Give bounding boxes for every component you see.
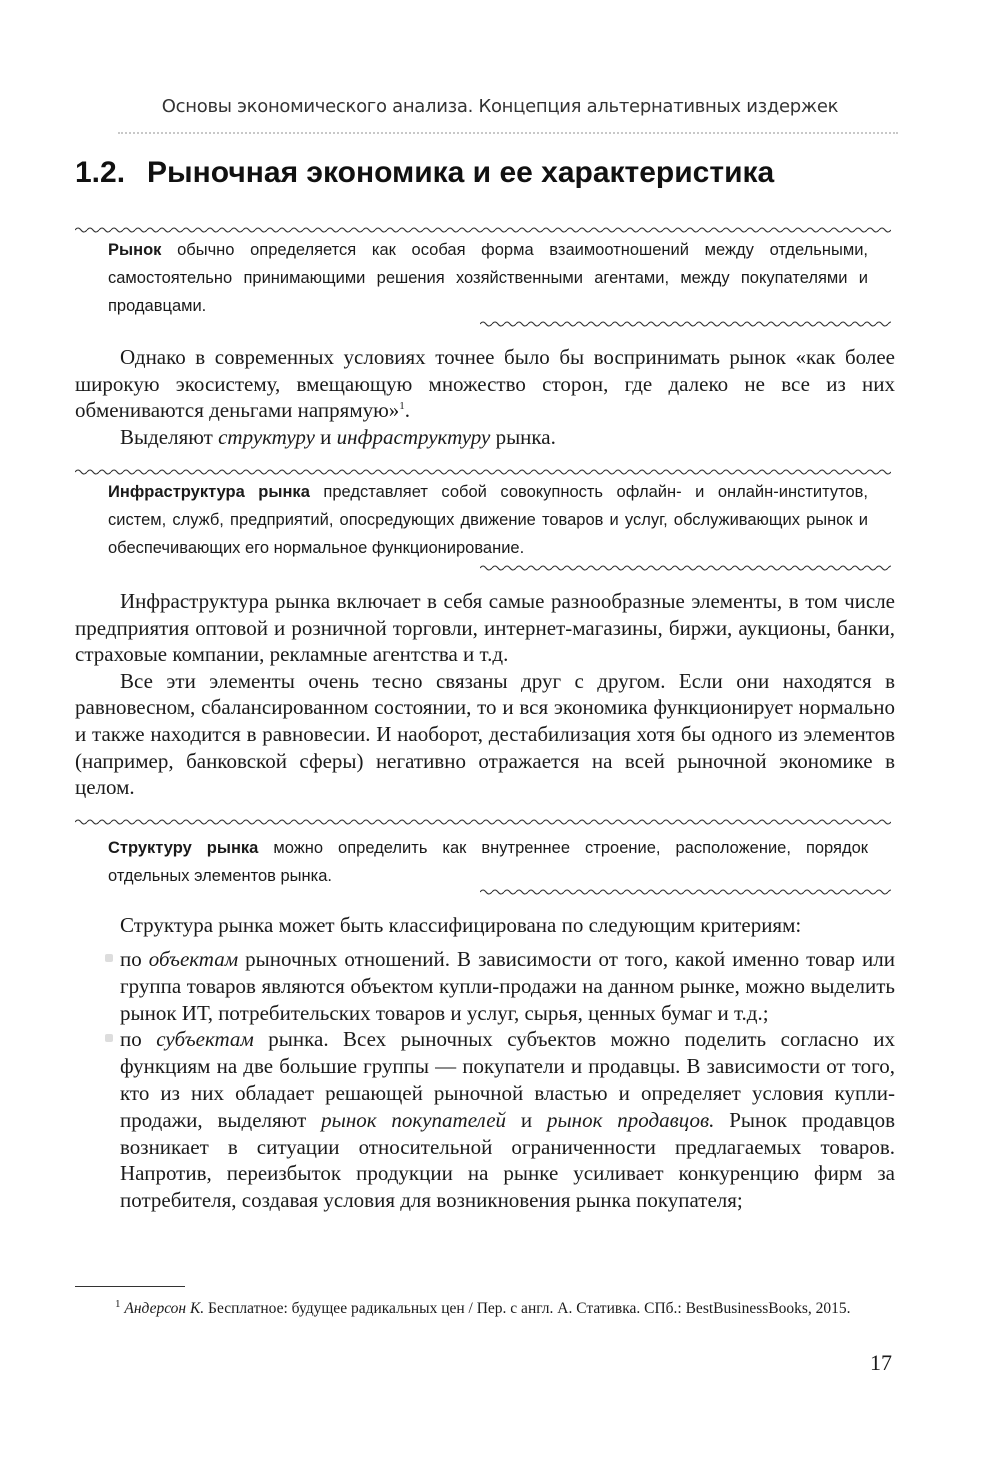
body-text-2 [75,588,895,801]
emphasis: инфраструктуру [336,424,491,449]
list-item [75,946,895,1026]
body-text-1 [75,344,895,450]
text: и [506,1107,547,1132]
definition-text: обычно определяется как особая форма взаимоотношений между отдельными, самостоятельно принимающими решения хозяйственными агентами, между покупателями и продавцами. [108,241,868,315]
criteria-list [75,946,895,1214]
emphasis: рынок продавцов. [546,1107,715,1132]
wavy-divider [480,564,891,572]
paragraph: Инфраструктура рынка включает в себя самые разнообразные элементы, в том числе предприятия оптовой и розничной торговли, интернет-магазины, биржи, аукционы, банки, страховые компании, рекламные агентства и т.д. [75,589,895,667]
wavy-divider [75,818,891,826]
paragraph: Однако в современных условиях точнее было бы воспринимать рынок «как более широкую экосистему, вмещающую множество сторон, где далеко не все из них обмениваются деньгами напрямую»$^1$. [75,345,895,423]
footnote-author: Андерсон К. [124,1300,205,1317]
text: и [314,424,337,449]
emphasis: структуру [218,424,315,449]
definition-structure [108,834,868,890]
definition-infrastructure [108,478,868,562]
paragraph [75,424,895,451]
emphasis: объектам [148,947,239,971]
definition-market [108,236,868,320]
footnote [75,1297,895,1320]
term: Рынок [108,241,162,259]
section-title [75,156,774,190]
footnote-text: Бесплатное: будущее радикальных цен / Пер. с англ. А. Стативка. СПб.: BestBusinessBooks, 2015. [204,1300,851,1317]
text: Рынок продавцов возникает в ситуации относительной ограниченности предлагаемых товаров. Напротив, переизбыток продукции на рынке усиливает конкуренцию фирм за потребителя, создавая условия для возникновения рынка покупателя; [120,1107,895,1213]
section-number: 1.2. [75,156,126,189]
body-text-3 [75,912,895,939]
paragraph: Все эти элементы очень тесно связаны друг с другом. Если они находятся в равновесном, сбалансированном состоянии, то и вся экономика функционирует нормально и также находится в равновесии. И наоборот, дестабилизация хотя бы одного из элементов (например, банковской сферы) негативно отражается на всей рыночной экономике в целом. [75,668,895,800]
bullet-icon [105,1034,113,1042]
definition-text: можно определить как внутреннее строение, расположение, порядок отдельных элементов рынка. [108,839,869,885]
footnote-ref[interactable]: 1 [399,400,405,413]
term: Инфраструктура рынка [108,483,310,501]
list-item [75,1026,895,1214]
footnote-divider [75,1286,185,1287]
definition-text: представляет собой совокупность офлайн- и онлайн-институтов, систем, служб, предприятий, опосредующих движение товаров и услуг, обслуживающих рынок и обеспечивающих его нормальное функционирование. [108,483,868,557]
wavy-divider [75,468,891,476]
text: рынка. Всех рыночных субъектов можно поделить согласно их функциям на две большие группы — покупатели и продавцы. В зависимости от того, кто из них обладает решающей рыночной властью и определяет условия купли-продажи, выделяют [120,1027,895,1132]
footnote-mark: 1 [115,1297,121,1310]
text: рыночных отношений. В зависимости от того, какой именно товар или группа товаров являются объектом купли-продажи на данном рынке, можно выделить рынок ИТ, потребительских товаров и услуг, сырья, ценных бумаг и т.д.; [120,947,895,1025]
emphasis: субъектам [156,1027,254,1052]
text: по [120,1027,157,1052]
emphasis: рынок покупателей [321,1107,507,1132]
page-number: 17 [870,1350,892,1375]
text: Выделяют [120,424,219,449]
wavy-divider [480,320,891,328]
text: рынка. [490,424,556,449]
paragraph: Структура рынка может быть классифицирована по следующим критериям: [120,913,802,937]
bullet-icon [105,954,113,962]
term: Структуру рынка [108,839,259,857]
header-divider [118,132,898,137]
text: по [120,947,149,971]
section-title-text: Рыночная экономика и ее характеристика [147,156,775,189]
running-header: Основы экономического анализа. Концепция альтернативных издержек [161,96,839,117]
wavy-divider [480,888,891,896]
paragraph-text: Однако в современных условиях точнее было бы воспринимать рынок «как более широкую экосистему, вмещающую множество сторон, где далеко не все из них обмениваются деньгами напрямую» [75,345,895,423]
wavy-divider [75,226,891,234]
